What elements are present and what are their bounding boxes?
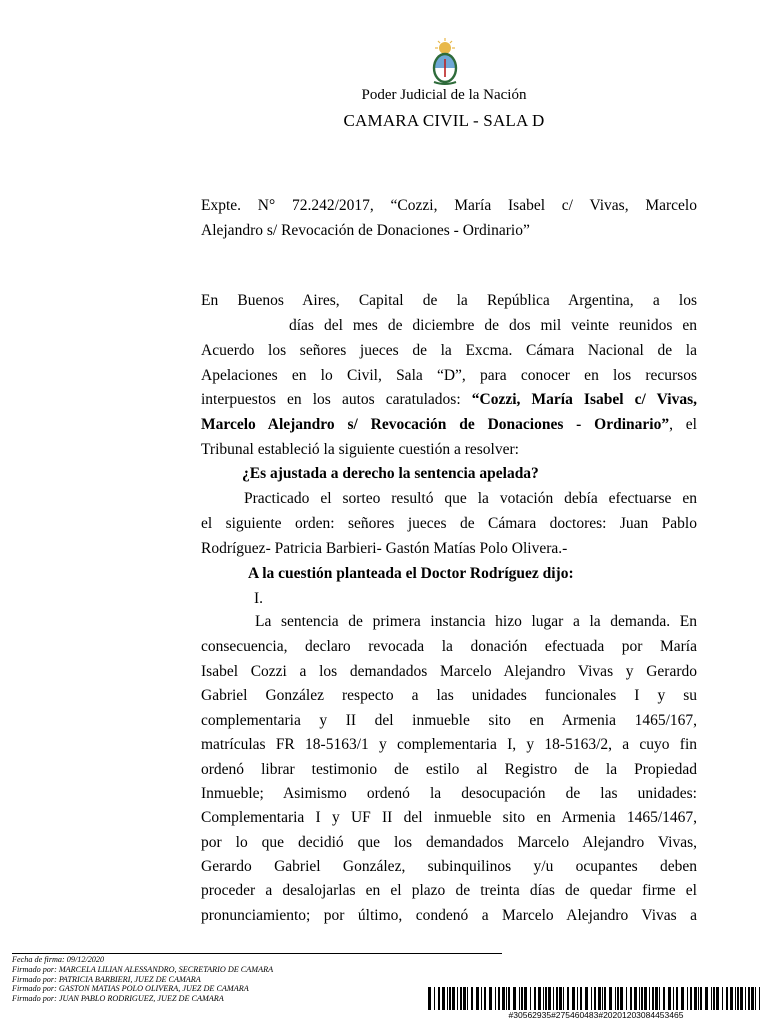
- body-line: por lo que decidió que los demandados Marcelo Alejandro Vivas,: [201, 834, 697, 851]
- chamber-title: CAMARA CIVIL - SALA D: [343, 111, 545, 130]
- body-line: Complementaria I y UF II del inmueble sito en Armenia 1465/1467,: [201, 809, 697, 826]
- body-line: Gabriel González respecto a las unidades funcionales I y su: [201, 687, 697, 704]
- barcode-icon: [428, 987, 760, 1010]
- body-line: Rodríguez- Patricia Barbieri- Gastón Matías Polo Olivera.-: [201, 540, 568, 557]
- signature-block: [12, 955, 273, 1004]
- signature-line: Firmado por: GASTON MATIAS POLO OLIVERA, JUEZ DE CAMARA: [12, 984, 249, 994]
- body-line: ordenó librar testimonio de estilo al Registro de la Propiedad: [201, 761, 697, 778]
- body-line: pronunciamiento; por último, condenó a Marcelo Alejandro Vivas a: [201, 907, 697, 924]
- body-line: Marcelo Alejandro s/ Revocación de Donaciones - Ordinario”, el: [201, 416, 697, 433]
- signature-date: Fecha de firma: 09/12/2020: [12, 955, 105, 964]
- body-line: Acuerdo los señores jueces de la Excma. Cámara Nacional de la: [201, 342, 697, 359]
- body-line: consecuencia, declaro revocada la donación efectuada por María: [201, 638, 697, 655]
- body-line: el siguiente orden: señores jueces de Cámara doctores: Juan Pablo: [201, 515, 697, 532]
- case-reference-line: Alejandro s/ Revocación de Donaciones - Ordinario”: [201, 221, 530, 239]
- body-line: complementaria y II del inmueble sito en Armenia 1465/167,: [201, 712, 697, 729]
- body-line: Isabel Cozzi a los demandados Marcelo Alejandro Vivas y Gerardo: [201, 663, 697, 680]
- body-line: Inmueble; Asimismo ordenó la desocupación de las unidades:: [201, 785, 697, 802]
- section-numeral: I.: [254, 590, 264, 607]
- signature-line: Firmado por: MARCELA LILIAN ALESSANDRO, SECRETARIO DE CAMARA: [12, 964, 274, 974]
- body-line: días del mes de diciembre de dos mil veinte reunidos en: [289, 317, 697, 334]
- case-reference-line: Expte. N° 72.242/2017, “Cozzi, María Isabel c/ Vivas, Marcelo: [201, 197, 697, 214]
- body-line: Tribunal estableció la siguiente cuestión a resolver:: [201, 441, 519, 458]
- body-line: Gerardo Gabriel González, subinquilinos y/u ocupantes deben: [201, 858, 697, 875]
- body-line: Apelaciones en lo Civil, Sala “D”, para conocer en los recursos: [201, 367, 697, 384]
- case-title-bold: “Cozzi, María Isabel c/ Vivas,: [471, 391, 697, 408]
- footer-divider: [12, 953, 502, 954]
- case-reference: [201, 194, 697, 243]
- body-line: matrículas FR 18-5163/1 y complementaria I, y 18-5163/2, a cuyo fin: [201, 736, 697, 753]
- section-heading: A la cuestión planteada el Doctor Rodríguez dijo:: [248, 565, 574, 582]
- signature-line: Firmado por: PATRICIA BARBIERI, JUEZ DE CAMARA: [12, 974, 201, 984]
- case-title-bold: Marcelo Alejandro s/ Revocación de Donaciones - Ordinario”: [201, 416, 670, 433]
- body-line: En Buenos Aires, Capital de la República Argentina, a los: [201, 292, 697, 309]
- barcode-number: #30562935#275460483#20201203084453465: [508, 1010, 684, 1020]
- court-name: Poder Judicial de la Nación: [361, 87, 527, 103]
- body-line: interpuestos en los autos caratulados: “Cozzi, María Isabel c/ Vivas,: [201, 391, 697, 408]
- body-line: proceder a desalojarlas en el plazo de treinta días de quedar firme el: [201, 882, 697, 899]
- body-line: Practicado el sorteo resultó que la votación debía efectuarse en: [244, 490, 697, 507]
- coat-of-arms-icon: [428, 37, 462, 87]
- body-line: La sentencia de primera instancia hizo lugar a la demanda. En: [255, 613, 697, 630]
- signature-line: Firmado por: JUAN PABLO RODRIGUEZ, JUEZ DE CAMARA: [12, 994, 224, 1004]
- question-heading: ¿Es ajustada a derecho la sentencia apelada?: [242, 465, 539, 482]
